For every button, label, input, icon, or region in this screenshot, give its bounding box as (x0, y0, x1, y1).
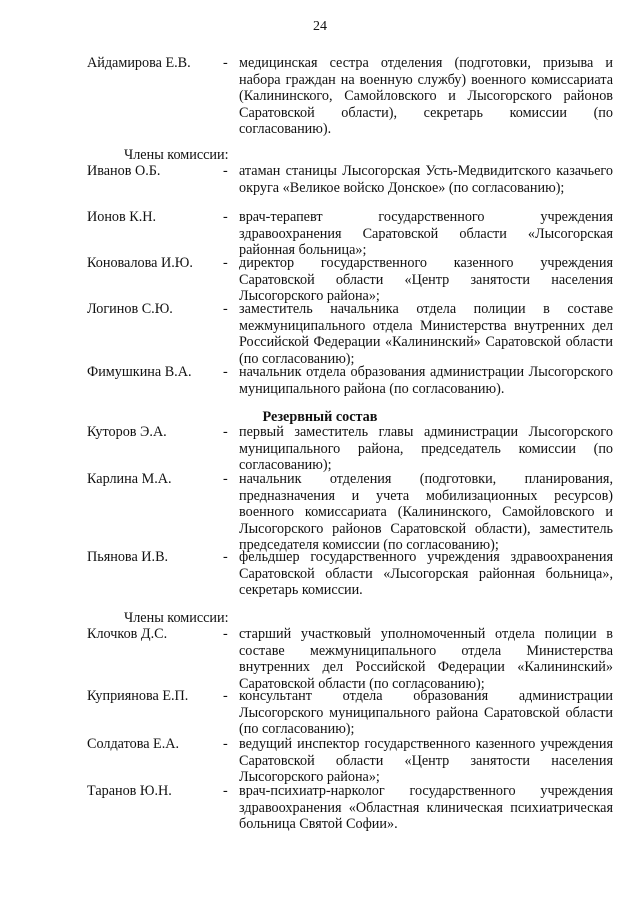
person-position: врач-терапевт государственного учреждения здравоохранения Саратовской области «Лысогорская районная больница»; (239, 209, 613, 259)
dash: - (223, 301, 228, 317)
dash: - (223, 549, 228, 565)
dash: - (223, 163, 228, 179)
person-name: Иванов О.Б. (87, 163, 161, 179)
person-name: Куприянова Е.П. (87, 688, 189, 704)
person-name: Пьянова И.В. (87, 549, 169, 565)
reserve-members-label: Члены комиссии: (124, 610, 229, 626)
person-name: Таранов Ю.Н. (87, 783, 172, 799)
person-position: фельдшер государственного учреждения здравоохранения Саратовской области «Лысогорская районная больница», секретарь комиссии. (239, 549, 613, 599)
members-label: Члены комиссии: (124, 147, 229, 163)
person-position: заместитель начальника отдела полиции в составе межмуниципального отдела Министерства внутренних дел Российской Федерации «Калининский» Саратовской области (по согласованию); (239, 301, 613, 367)
dash: - (223, 783, 228, 799)
person-name: Солдатова Е.А. (87, 736, 180, 752)
person-position: начальник отдела образования администрации Лысогорского муниципального района (по согласованию). (239, 364, 613, 397)
person-position: директор государственного казенного учреждения Саратовской области «Центр занятости населения Лысогорского района»; (239, 255, 613, 305)
reserve-member-entry (87, 783, 613, 833)
dash: - (223, 424, 228, 440)
person-name: Айдамирова Е.В. (87, 55, 191, 71)
dash: - (223, 255, 228, 271)
dash: - (223, 736, 228, 752)
dash: - (223, 626, 228, 642)
reserve-heading: Резервный состав (262, 409, 378, 425)
entry-chair-secretary (87, 55, 613, 138)
person-position: начальник отделения (подготовки, планирования, предназначения и учета мобилизационных ресурсов) военного комиссариата (Калининского, Самойловского и Лысогорского районов Саратовской области), заместитель председателя комиссии (по согласованию); (239, 471, 613, 554)
person-position: атаман станицы Лысогорская Усть-Медвидитского казачьего округа «Великое войско Донское» (по согласованию); (239, 163, 613, 196)
person-position: медицинская сестра отделения (подготовки, призыва и набора граждан на военную службу) военного комиссариата (Калининского, Самойловского и Лысогорского районов Саратовской области), секретарь комиссии (по согласованию). (239, 55, 613, 138)
member-entry (87, 364, 613, 397)
reserve-entry (87, 549, 613, 599)
dash: - (223, 471, 228, 487)
member-entry (87, 255, 613, 305)
reserve-member-entry (87, 688, 613, 738)
dash: - (223, 209, 228, 225)
dash: - (223, 364, 228, 380)
dash: - (223, 55, 228, 71)
person-position: старший участковый уполномоченный отдела полиции в составе межмуниципального отдела Министерства внутренних дел Российской Федерации «Калининский» Саратовской области (по согласованию); (239, 626, 613, 692)
member-entry (87, 163, 613, 196)
reserve-entry (87, 471, 613, 554)
person-name: Куторов Э.А. (87, 424, 167, 440)
person-position: консультант отдела образования администрации Лысогорского муниципального района Саратовской области (по согласованию); (239, 688, 613, 738)
person-position: ведущий инспектор государственного казенного учреждения Саратовской области «Центр занятости населения Лысогорского района»; (239, 736, 613, 786)
page-number: 24 (313, 19, 327, 34)
reserve-member-entry (87, 626, 613, 692)
person-position: первый заместитель главы администрации Лысогорского муниципального района, председатель комиссии (по согласованию); (239, 424, 613, 474)
person-position: врач-психиатр-нарколог государственного учреждения здравоохранения «Областная клиническая психиатрическая больница Святой Софии». (239, 783, 613, 833)
dash: - (223, 688, 228, 704)
person-name: Карлина М.А. (87, 471, 172, 487)
person-name: Коновалова И.Ю. (87, 255, 193, 271)
reserve-entry (87, 424, 613, 474)
person-name: Логинов С.Ю. (87, 301, 173, 317)
reserve-member-entry (87, 736, 613, 786)
person-name: Ионов К.Н. (87, 209, 157, 225)
member-entry (87, 301, 613, 367)
member-entry (87, 209, 613, 259)
person-name: Клочков Д.С. (87, 626, 168, 642)
person-name: Фимушкина В.А. (87, 364, 192, 380)
